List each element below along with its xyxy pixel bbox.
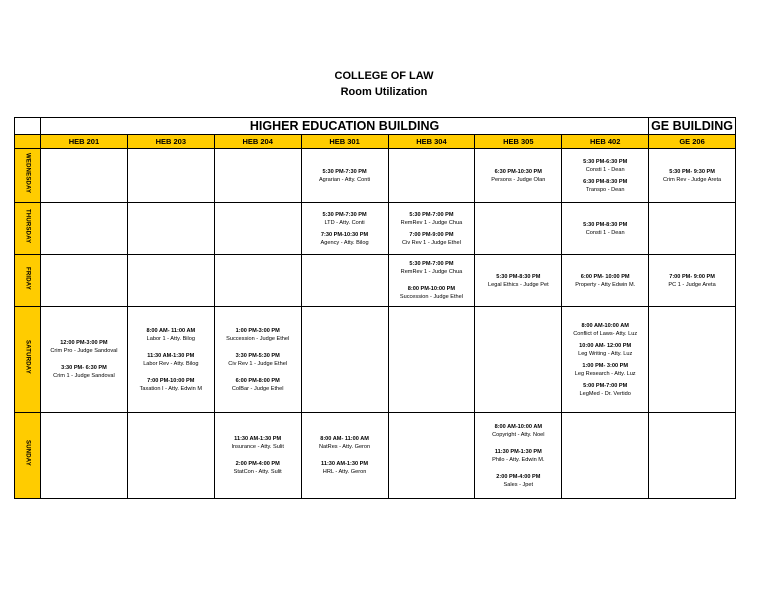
class-entry [389, 285, 475, 301]
class-desc: Labor 1 - Atty. Bilog [146, 335, 196, 342]
class-time: 6:00 PM- 10:00 PM [580, 273, 630, 280]
cell-sun-heb305 [475, 413, 562, 499]
class-time: 11:30 AM-1:30 PM [234, 436, 282, 442]
cell-sat-heb204 [214, 307, 301, 413]
class-time: 11:30 AM-1:30 PM [147, 352, 195, 359]
class-entry [475, 473, 561, 489]
class-time: 2:00 PM-4:00 PM [235, 461, 280, 467]
class-desc: Consti 1 - Dean [585, 229, 625, 236]
class-entry [562, 382, 648, 398]
room-header-row [15, 135, 736, 149]
class-time: 8:00 AM-10:00 AM [494, 423, 543, 430]
class-desc: Succession - Judge Ethel [399, 294, 463, 300]
class-time: 5:30 PM-7:30 PM [322, 168, 367, 175]
class-desc: Consti 1 - Dean [585, 166, 625, 173]
class-time: 5:30 PM-8:30 PM [496, 273, 541, 280]
cell-sat-heb201 [41, 307, 128, 413]
cell-thu-heb301 [301, 203, 388, 255]
class-entry [389, 231, 475, 247]
cell-fri-heb204 [214, 255, 301, 307]
building-heb: HIGHER EDUCATION BUILDING [41, 118, 649, 135]
class-time: 1:00 PM-3:00 PM [235, 327, 280, 334]
cell-thu-heb201 [41, 203, 128, 255]
day-friday: FRIDAY [15, 255, 41, 307]
class-desc: Agrarian - Atty. Conti [318, 176, 371, 183]
class-time: 5:00 PM-7:00 PM [583, 382, 628, 389]
room-ge206: GE 206 [649, 135, 736, 149]
class-desc: StatCon - Atty. Sulit [233, 469, 282, 475]
class-entry [41, 364, 127, 380]
class-desc: Leg Research - Atty. Luz [574, 370, 636, 377]
day-wednesday: WEDNESDAY [15, 149, 41, 203]
cell-thu-heb203 [127, 203, 214, 255]
class-desc: Labor Rev - Atty. Bilog [143, 360, 199, 367]
class-time: 11:30 PM-1:30 PM [494, 448, 542, 455]
class-time: 7:00 PM-10:00 PM [147, 377, 195, 384]
class-time: 5:30 PM- 9:30 PM [669, 168, 715, 175]
cell-sat-ge206 [649, 307, 736, 413]
class-entry [562, 221, 648, 237]
cell-fri-heb304 [388, 255, 475, 307]
class-desc: PC 1 - Judge Areta [668, 281, 716, 288]
class-desc: Agency - Atty. Bilog [320, 239, 369, 246]
class-entry [302, 168, 388, 184]
class-entry [215, 327, 301, 343]
building-corner [15, 118, 41, 135]
class-desc: Property - Atty Edwin M. [575, 281, 636, 288]
class-desc: RemRev 1 - Judge Chua [400, 269, 463, 275]
class-entry [562, 178, 648, 194]
cell-fri-heb203 [127, 255, 214, 307]
room-heb301: HEB 301 [301, 135, 388, 149]
room-heb203: HEB 203 [127, 135, 214, 149]
class-desc: Legal Ethics - Judge Pet [487, 281, 549, 288]
row-sunday [15, 413, 736, 499]
cell-sat-heb305 [475, 307, 562, 413]
cell-sat-heb301 [301, 307, 388, 413]
cell-wed-ge206 [649, 149, 736, 203]
cell-thu-heb305 [475, 203, 562, 255]
cell-wed-heb305 [475, 149, 562, 203]
room-heb402: HEB 402 [562, 135, 649, 149]
room-heb201: HEB 201 [41, 135, 128, 149]
class-time: 6:30 PM-8:30 PM [583, 178, 628, 185]
class-entry [41, 339, 127, 355]
room-heb305: HEB 305 [475, 135, 562, 149]
row-saturday [15, 307, 736, 413]
cell-sat-heb304 [388, 307, 475, 413]
cell-wed-heb301 [301, 149, 388, 203]
class-entry [302, 460, 388, 476]
cell-fri-heb301 [301, 255, 388, 307]
class-entry [128, 352, 214, 368]
class-desc: Transpo - Dean [585, 186, 625, 193]
class-desc: Crim Pro - Judge Sandoval [50, 348, 118, 354]
cell-sun-heb201 [41, 413, 128, 499]
class-entry [475, 423, 561, 439]
class-entry [475, 448, 561, 464]
class-time: 8:00 AM- 11:00 AM [146, 327, 196, 334]
class-entry [302, 231, 388, 247]
class-desc: Crim 1 - Judge Sandoval [53, 373, 115, 379]
cell-fri-heb201 [41, 255, 128, 307]
class-time: 7:00 PM-9:00 PM [409, 231, 454, 238]
cell-thu-heb204 [214, 203, 301, 255]
class-entry [475, 168, 561, 184]
cell-sat-heb203 [127, 307, 214, 413]
class-entry [302, 435, 388, 451]
cell-sun-heb203 [127, 413, 214, 499]
cell-fri-ge206 [649, 255, 736, 307]
cell-fri-heb402 [562, 255, 649, 307]
cell-thu-heb304 [388, 203, 475, 255]
class-entry [475, 273, 561, 289]
class-entry [215, 435, 301, 451]
class-time: 10:00 AM- 12:00 PM [579, 342, 632, 349]
class-desc: NatRes - Atty. Geron [318, 444, 371, 450]
cell-wed-heb204 [214, 149, 301, 203]
cell-fri-heb305 [475, 255, 562, 307]
class-time: 11:30 AM-1:30 PM [321, 461, 369, 467]
cell-wed-heb402 [562, 149, 649, 203]
header-corner [15, 135, 41, 149]
class-time: 8:00 AM- 11:00 AM [320, 436, 369, 442]
building-ge: GE BUILDING [649, 118, 736, 135]
class-time: 7:30 PM-10:30 PM [320, 231, 369, 238]
class-desc: LTD - Atty. Conti [324, 219, 365, 226]
document-title: COLLEGE OF LAW [334, 70, 434, 82]
class-time: 6:00 PM-8:00 PM [235, 377, 280, 384]
day-thursday: THURSDAY [15, 203, 41, 255]
class-entry [562, 158, 648, 174]
class-desc: Taxation I - Atty. Edwin M [139, 385, 202, 392]
day-saturday: SATURDAY [15, 307, 41, 413]
class-entry [128, 327, 214, 343]
class-desc: RemRev 1 - Judge Chua [400, 219, 463, 226]
class-time: 1:00 PM- 3:00 PM [582, 362, 629, 369]
cell-thu-heb402 [562, 203, 649, 255]
room-heb204: HEB 204 [214, 135, 301, 149]
class-time: 5:30 PM-8:30 PM [583, 221, 628, 228]
class-entry [302, 211, 388, 227]
cell-sun-heb304 [388, 413, 475, 499]
room-heb304: HEB 304 [388, 135, 475, 149]
cell-sun-heb204 [214, 413, 301, 499]
class-time: 5:30 PM-6:30 PM [583, 158, 628, 165]
row-wednesday [15, 149, 736, 203]
class-time: 12:00 PM-3:00 PM [60, 340, 108, 346]
class-desc: Philo - Atty. Edwin M. [492, 456, 545, 463]
room-utilization-table [14, 117, 736, 499]
class-desc: Crim Rev - Judge Areta [662, 176, 722, 183]
cell-sun-heb402 [562, 413, 649, 499]
class-entry [128, 377, 214, 393]
class-entry [215, 377, 301, 393]
cell-sun-heb301 [301, 413, 388, 499]
class-time: 2:00 PM-4:00 PM [496, 473, 541, 480]
class-time: 6:30 PM-10:30 PM [494, 168, 542, 175]
class-desc: HRL - Atty. Geron [322, 469, 367, 475]
cell-thu-ge206 [649, 203, 736, 255]
class-desc: Insurance - Atty. Sulit [231, 444, 284, 450]
row-thursday [15, 203, 736, 255]
class-desc: Succession - Judge Ethel [226, 335, 290, 342]
class-desc: Persons - Judge Olan [491, 176, 546, 183]
cell-wed-heb203 [127, 149, 214, 203]
class-time: 5:30 PM-7:30 PM [322, 211, 367, 218]
class-time: 8:00 PM-10:00 PM [407, 286, 456, 292]
row-friday [15, 255, 736, 307]
class-desc: LegMed - Dr. Vertido [579, 390, 631, 397]
class-entry [389, 211, 475, 227]
class-desc: Civ Rev 1 - Judge Ethel [402, 239, 461, 246]
class-entry [215, 460, 301, 476]
class-entry [562, 342, 648, 358]
class-entry [389, 260, 475, 276]
building-header-row [15, 118, 736, 135]
class-desc: ColBar - Judge Ethel [231, 385, 284, 392]
class-time: 8:00 AM-10:00 AM [581, 322, 629, 329]
class-desc: Sales - Jpet [503, 481, 534, 488]
day-sunday: SUNDAY [15, 413, 41, 499]
class-desc: Copyright - Atty. Noel [492, 431, 545, 438]
cell-wed-heb201 [41, 149, 128, 203]
class-desc: Civ Rev 1 - Judge Ethel [228, 360, 288, 367]
class-time: 5:30 PM-7:00 PM [409, 211, 454, 218]
class-entry [649, 168, 735, 184]
class-desc: Conflict of Laws- Atty. Luz [573, 330, 638, 337]
class-time: 5:30 PM-7:00 PM [409, 261, 454, 267]
cell-wed-heb304 [388, 149, 475, 203]
class-time: 3:30 PM-5:30 PM [235, 352, 280, 359]
class-time: 3:30 PM- 6:30 PM [61, 365, 107, 371]
class-entry [562, 322, 648, 338]
document-subtitle: Room Utilization [340, 86, 428, 98]
class-entry [562, 273, 648, 289]
class-desc: Leg Writing - Atty. Luz [578, 350, 633, 357]
class-entry [649, 273, 735, 289]
class-entry [562, 362, 648, 378]
cell-sat-heb402 [562, 307, 649, 413]
class-time: 7:00 PM- 9:00 PM [669, 273, 715, 280]
class-entry [215, 352, 301, 368]
cell-sun-ge206 [649, 413, 736, 499]
